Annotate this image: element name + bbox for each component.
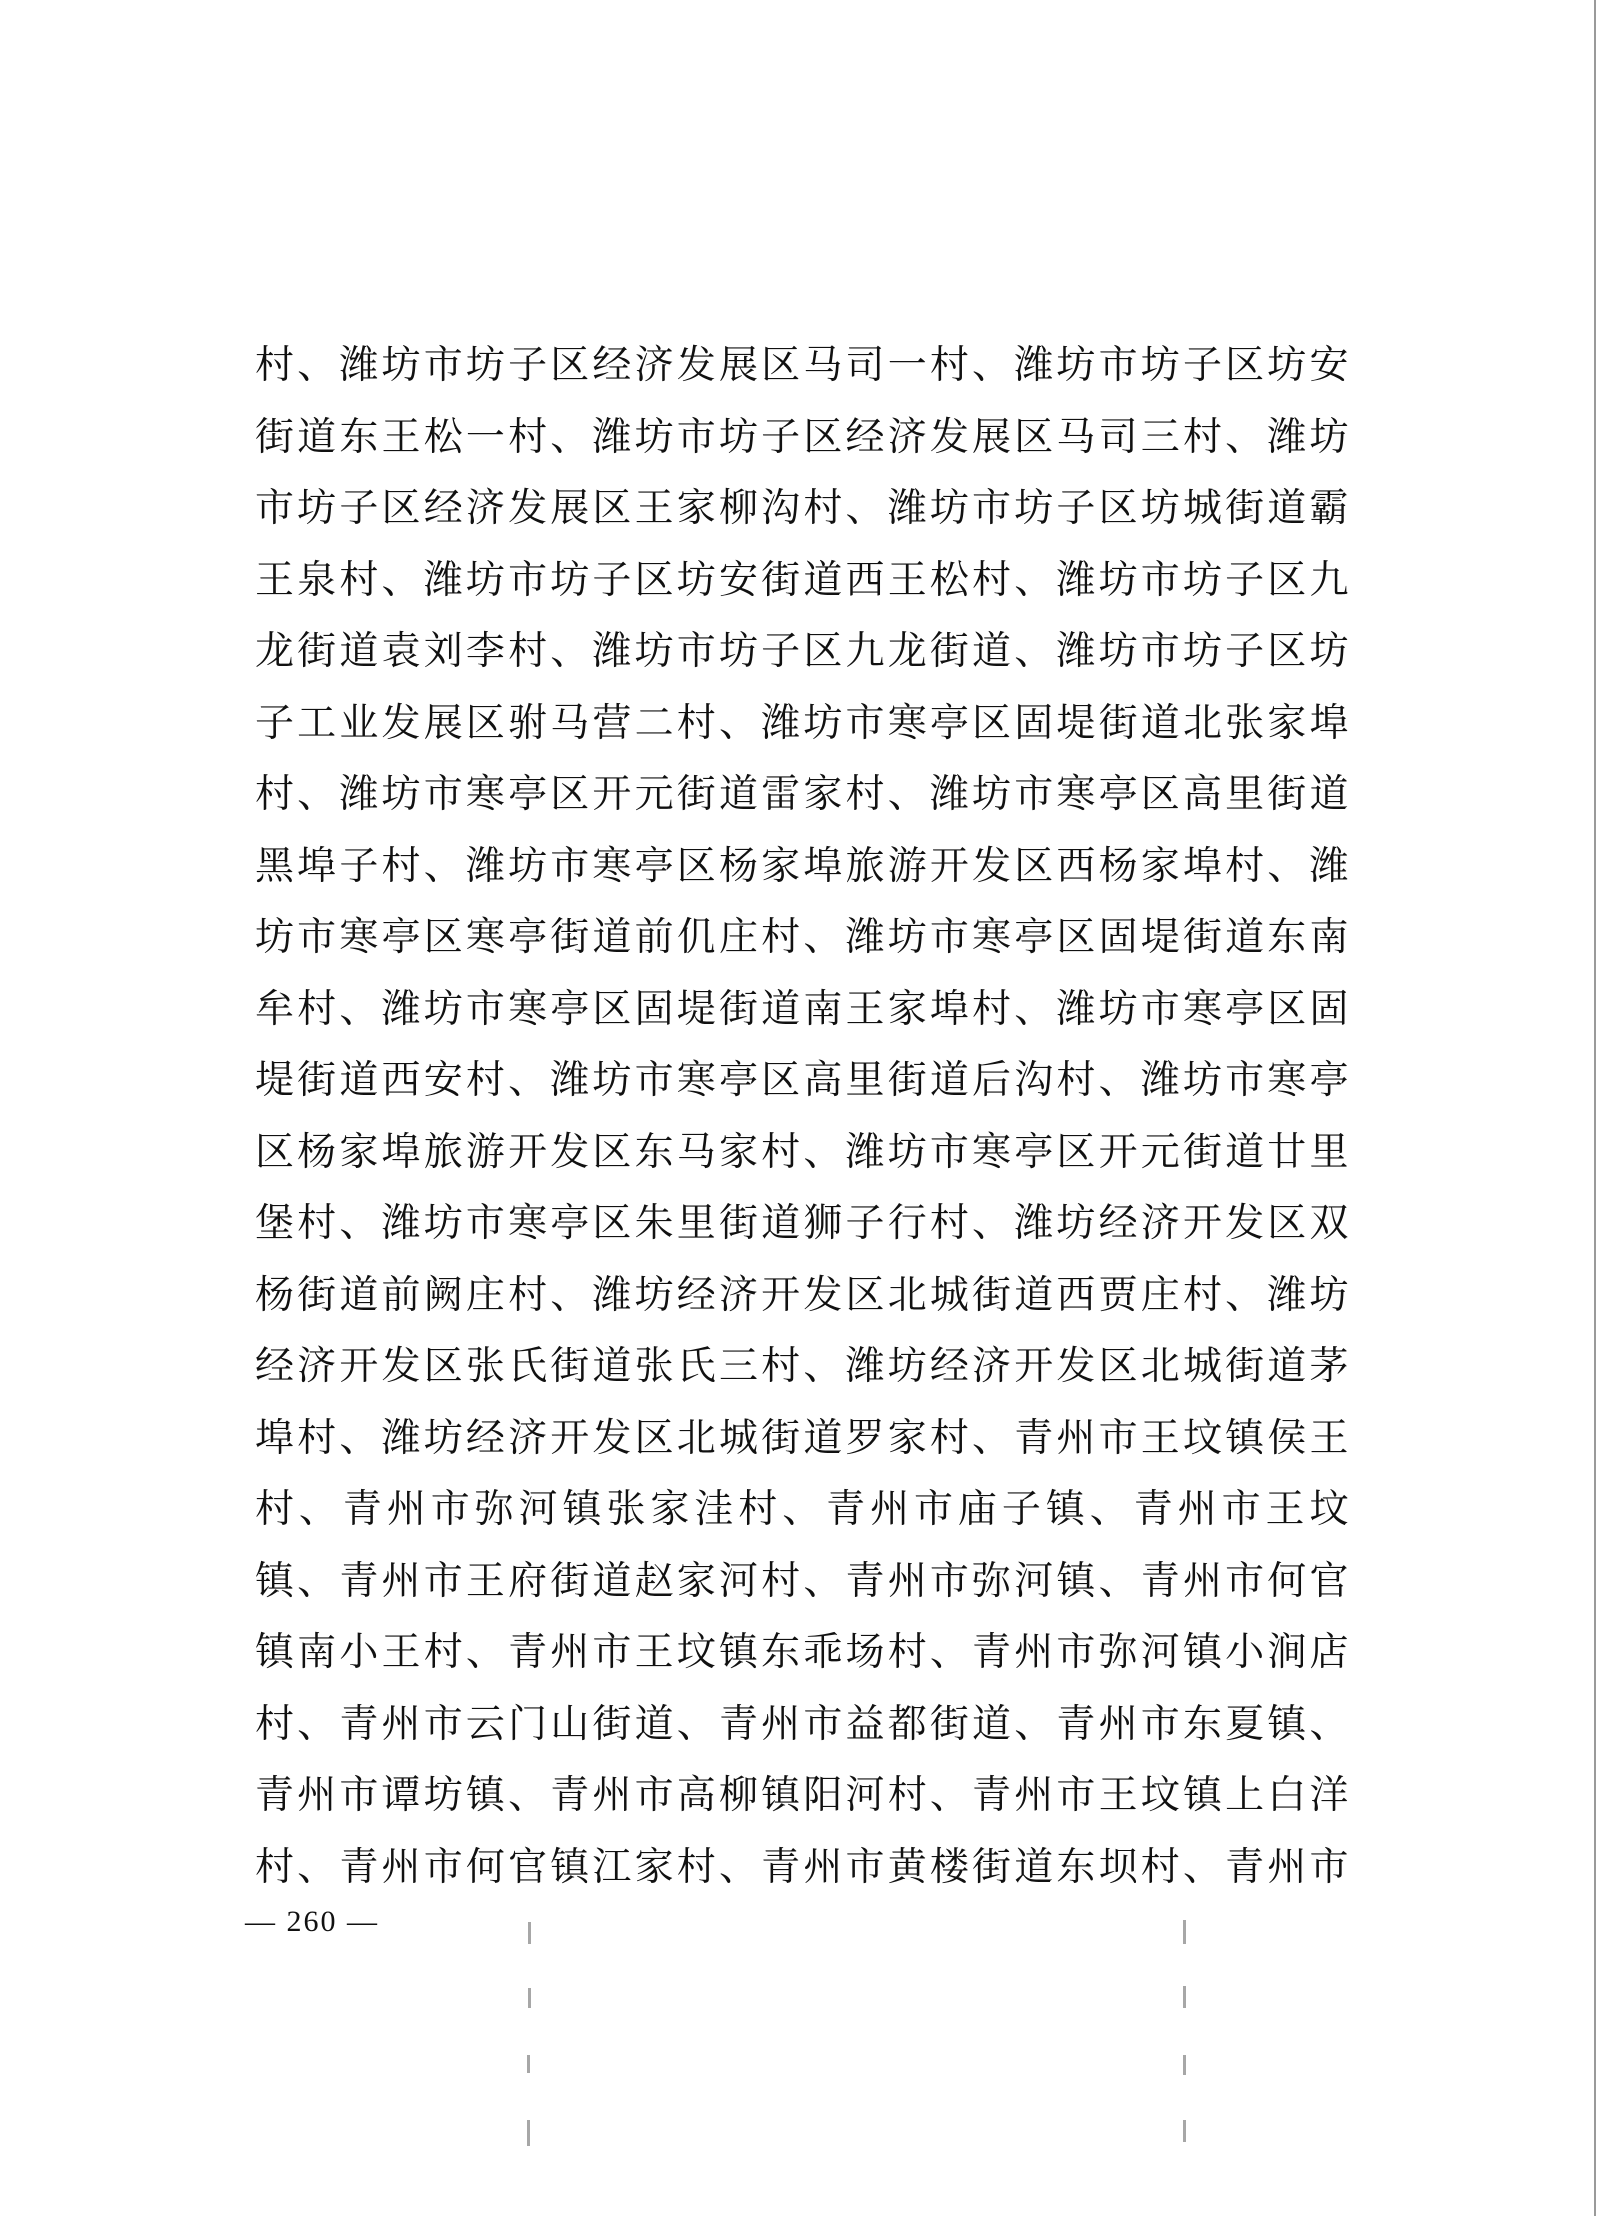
text-line: 青州市谭坊镇、青州市高柳镇阳河村、青州市王坟镇上白洋 bbox=[255, 1773, 1350, 1818]
text-line: 堤街道西安村、潍坊市寒亭区高里街道后沟村、潍坊市寒亭 bbox=[255, 1058, 1350, 1103]
text-line: 堡村、潍坊市寒亭区朱里街道狮子行村、潍坊经济开发区双 bbox=[255, 1201, 1350, 1246]
scan-artifact bbox=[1183, 1920, 1186, 1944]
scan-edge-line bbox=[1594, 0, 1596, 2216]
text-line: 镇南小王村、青州市王坟镇东乖场村、青州市弥河镇小涧店 bbox=[255, 1630, 1350, 1675]
text-line: 村、潍坊市寒亭区开元街道雷家村、潍坊市寒亭区高里街道 bbox=[255, 772, 1350, 817]
text-line: 村、潍坊市坊子区经济发展区马司一村、潍坊市坊子区坊安 bbox=[255, 343, 1350, 388]
text-line: 市坊子区经济发展区王家柳沟村、潍坊市坊子区坊城街道霸 bbox=[255, 486, 1350, 531]
text-line: 村、青州市弥河镇张家洼村、青州市庙子镇、青州市王坟 bbox=[255, 1487, 1350, 1532]
scan-artifact bbox=[528, 1922, 531, 1944]
text-line: 埠村、潍坊经济开发区北城街道罗家村、青州市王坟镇侯王 bbox=[255, 1415, 1350, 1461]
page-number: — 260 — bbox=[245, 1905, 379, 1938]
text-line: 牟村、潍坊市寒亭区固堤街道南王家埠村、潍坊市寒亭区固 bbox=[255, 986, 1350, 1032]
text-line: 王泉村、潍坊市坊子区坊安街道西王松村、潍坊市坊子区九 bbox=[255, 557, 1350, 603]
scan-artifact bbox=[527, 2055, 530, 2073]
scan-artifact bbox=[527, 2120, 530, 2146]
text-line: 黑埠子村、潍坊市寒亭区杨家埠旅游开发区西杨家埠村、潍 bbox=[255, 843, 1350, 889]
text-line: 坊市寒亭区寒亭街道前仉庄村、潍坊市寒亭区固堤街道东南 bbox=[255, 915, 1350, 960]
text-line: 镇、青州市王府街道赵家河村、青州市弥河镇、青州市何官 bbox=[255, 1558, 1350, 1604]
text-line: 村、青州市云门山街道、青州市益都街道、青州市东夏镇、 bbox=[255, 1701, 1350, 1747]
scan-artifact bbox=[1183, 2055, 1186, 2075]
text-line: 街道东王松一村、潍坊市坊子区经济发展区马司三村、潍坊 bbox=[255, 414, 1350, 460]
text-line: 村、青州市何官镇江家村、青州市黄楼街道东坝村、青州市 bbox=[255, 1844, 1350, 1890]
text-line: 龙街道袁刘李村、潍坊市坊子区九龙街道、潍坊市坊子区坊 bbox=[255, 629, 1350, 674]
text-line: 经济开发区张氏街道张氏三村、潍坊经济开发区北城街道茅 bbox=[255, 1344, 1350, 1389]
text-line: 子工业发展区驸马营二村、潍坊市寒亭区固堤街道北张家埠 bbox=[255, 700, 1350, 746]
scan-artifact bbox=[528, 1988, 531, 2008]
scan-artifact bbox=[1183, 1986, 1186, 2008]
text-line: 区杨家埠旅游开发区东马家村、潍坊市寒亭区开元街道廿里 bbox=[255, 1129, 1350, 1175]
scan-artifact bbox=[1183, 2120, 1186, 2142]
text-line: 杨街道前阙庄村、潍坊经济开发区北城街道西贾庄村、潍坊 bbox=[255, 1272, 1350, 1318]
body-text bbox=[255, 330, 1350, 1903]
